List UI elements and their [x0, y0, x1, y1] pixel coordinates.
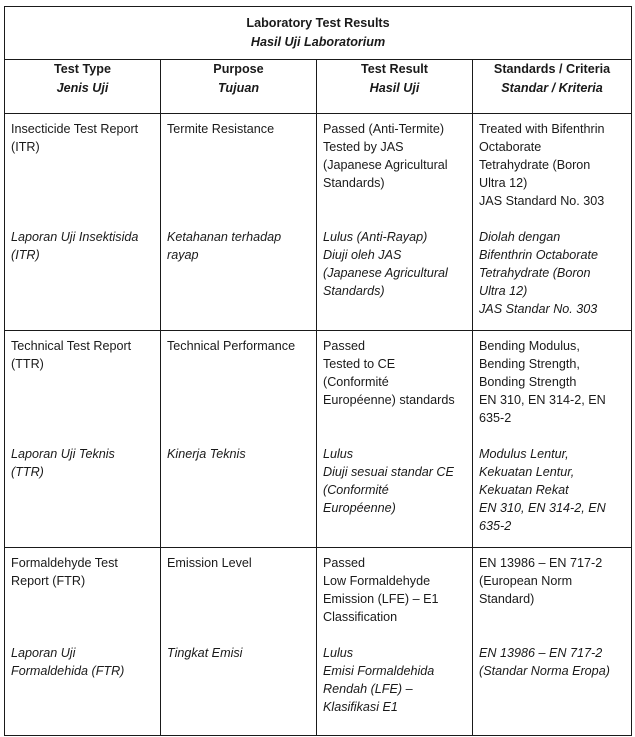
standard-cell — [473, 114, 632, 331]
text-line: (European Norm — [479, 574, 573, 588]
text-line: (TTR) — [11, 465, 44, 479]
text-id — [167, 228, 310, 264]
test-result-cell — [317, 548, 473, 736]
text-line: EN 310, EN 314-2, EN — [479, 501, 606, 515]
purpose-cell — [161, 114, 317, 331]
text-line: Klasifikasi E1 — [323, 700, 398, 714]
header-id: Standar / Kriteria — [501, 81, 603, 95]
text-en — [479, 120, 625, 228]
text-en — [323, 337, 466, 445]
header-test-result — [317, 60, 473, 114]
text-line: Européenne) — [323, 501, 396, 515]
text-en — [479, 554, 625, 644]
text-line: Laporan Uji — [11, 646, 76, 660]
text-line: Tested by JAS — [323, 140, 404, 154]
text-line: Passed — [323, 556, 366, 570]
header-en: Standards / Criteria — [493, 62, 611, 76]
table-row — [5, 548, 632, 736]
text-line: Bonding Strength — [479, 375, 577, 389]
text-line: Ultra 12) — [479, 284, 528, 298]
text-line: Treated with Bifenthrin — [479, 122, 605, 136]
text-line: EN 310, EN 314-2, EN — [479, 393, 606, 407]
text-line: Insecticide Test Report — [11, 122, 139, 136]
text-en — [167, 337, 310, 445]
text-line: Bending Strength, — [479, 357, 580, 371]
text-line: Tingkat Emisi — [167, 646, 243, 660]
text-id — [11, 228, 154, 264]
text-line: Lulus (Anti-Rayap) — [323, 230, 428, 244]
text-en — [11, 337, 154, 445]
text-line: (Conformité — [323, 375, 389, 389]
text-id — [167, 445, 310, 463]
text-line: Diolah dengan — [479, 230, 561, 244]
test-type-cell — [5, 331, 161, 548]
text-line: (TTR) — [11, 357, 44, 371]
text-id — [479, 644, 625, 680]
text-en — [323, 120, 466, 228]
text-en — [479, 337, 625, 445]
text-line: 635-2 — [479, 411, 512, 425]
header-id: Hasil Uji — [369, 81, 420, 95]
table-body — [5, 114, 632, 736]
text-line: Rendah (LFE) – — [323, 682, 413, 696]
text-id — [479, 228, 625, 318]
text-en — [167, 554, 310, 644]
text-line: Ketahanan terhadap — [167, 230, 282, 244]
text-line: (Conformité — [323, 483, 389, 497]
text-line: JAS Standar No. 303 — [479, 302, 598, 316]
table-row — [5, 331, 632, 548]
purpose-cell — [161, 548, 317, 736]
text-id — [11, 644, 154, 680]
text-line: Emisi Formaldehida — [323, 664, 435, 678]
text-line: EN 13986 – EN 717-2 — [479, 556, 603, 570]
text-line: Standards) — [323, 176, 385, 190]
text-line: Kinerja Teknis — [167, 447, 246, 461]
text-line: Report (FTR) — [11, 574, 86, 588]
text-line: (Standar Norma Eropa) — [479, 664, 610, 678]
header-id: Jenis Uji — [56, 81, 109, 95]
text-line: Standard) — [479, 592, 535, 606]
text-line: Européenne) standards — [323, 393, 455, 407]
text-id — [11, 445, 154, 481]
text-line: Kekuatan Rekat — [479, 483, 569, 497]
text-line: Diuji oleh JAS — [323, 248, 402, 262]
text-line: (ITR) — [11, 248, 40, 262]
text-line: EN 13986 – EN 717-2 — [479, 646, 603, 660]
text-id — [323, 644, 466, 716]
text-line: JAS Standard No. 303 — [479, 194, 605, 208]
table-title — [5, 7, 632, 60]
text-line: 635-2 — [479, 519, 512, 533]
text-line: Kekuatan Lentur, — [479, 465, 575, 479]
text-line: Formaldehyde Test — [11, 556, 118, 570]
table-row — [5, 114, 632, 331]
text-line: Laporan Uji Insektisida — [11, 230, 139, 244]
text-line: Passed (Anti-Termite) — [323, 122, 445, 136]
text-line: Laporan Uji Teknis — [11, 447, 115, 461]
text-line: (Japanese Agricultural — [323, 266, 448, 280]
header-en: Test Result — [361, 62, 428, 76]
text-line: Lulus — [323, 646, 354, 660]
test-type-cell — [5, 114, 161, 331]
text-line: Bending Modulus, — [479, 339, 580, 353]
text-id — [323, 228, 466, 300]
header-en: Purpose — [213, 62, 264, 76]
text-line: Tetrahydrate (Boron — [479, 158, 591, 172]
text-en — [167, 120, 310, 228]
header-test-type — [5, 60, 161, 114]
text-id — [323, 445, 466, 517]
text-line: Emission Level — [167, 556, 252, 570]
text-line: Ultra 12) — [479, 176, 528, 190]
text-en — [11, 120, 154, 228]
test-result-cell — [317, 331, 473, 548]
header-purpose — [161, 60, 317, 114]
header-en: Test Type — [54, 62, 111, 76]
title-id: Hasil Uji Laboratorium — [250, 35, 386, 49]
title-row — [5, 7, 632, 60]
text-line: Low Formaldehyde — [323, 574, 431, 588]
text-line: Octaborate — [479, 140, 542, 154]
text-line: Diuji sesuai standar CE — [323, 465, 454, 479]
text-line: Technical Performance — [167, 339, 296, 353]
header-id: Tujuan — [217, 81, 260, 95]
text-line: Formaldehida (FTR) — [11, 664, 125, 678]
text-line: Technical Test Report — [11, 339, 132, 353]
text-en — [11, 554, 154, 644]
test-type-cell — [5, 548, 161, 736]
text-id — [479, 445, 625, 535]
text-line: Tested to CE — [323, 357, 396, 371]
text-id — [167, 644, 310, 662]
purpose-cell — [161, 331, 317, 548]
lab-results-table — [4, 6, 632, 736]
text-line: rayap — [167, 248, 199, 262]
text-en — [323, 554, 466, 644]
standard-cell — [473, 331, 632, 548]
header-standards — [473, 60, 632, 114]
text-line: Passed — [323, 339, 366, 353]
text-line: Standards) — [323, 284, 385, 298]
header-row — [5, 60, 632, 114]
text-line: (Japanese Agricultural — [323, 158, 448, 172]
text-line: Classification — [323, 610, 398, 624]
test-result-cell — [317, 114, 473, 331]
text-line: Bifenthrin Octaborate — [479, 248, 599, 262]
text-line: Termite Resistance — [167, 122, 275, 136]
text-line: (ITR) — [11, 140, 40, 154]
text-line: Tetrahydrate (Boron — [479, 266, 591, 280]
text-line: Emission (LFE) – E1 — [323, 592, 439, 606]
text-line: Lulus — [323, 447, 354, 461]
text-line: Modulus Lentur, — [479, 447, 569, 461]
standard-cell — [473, 548, 632, 736]
title-en: Laboratory Test Results — [246, 16, 390, 30]
